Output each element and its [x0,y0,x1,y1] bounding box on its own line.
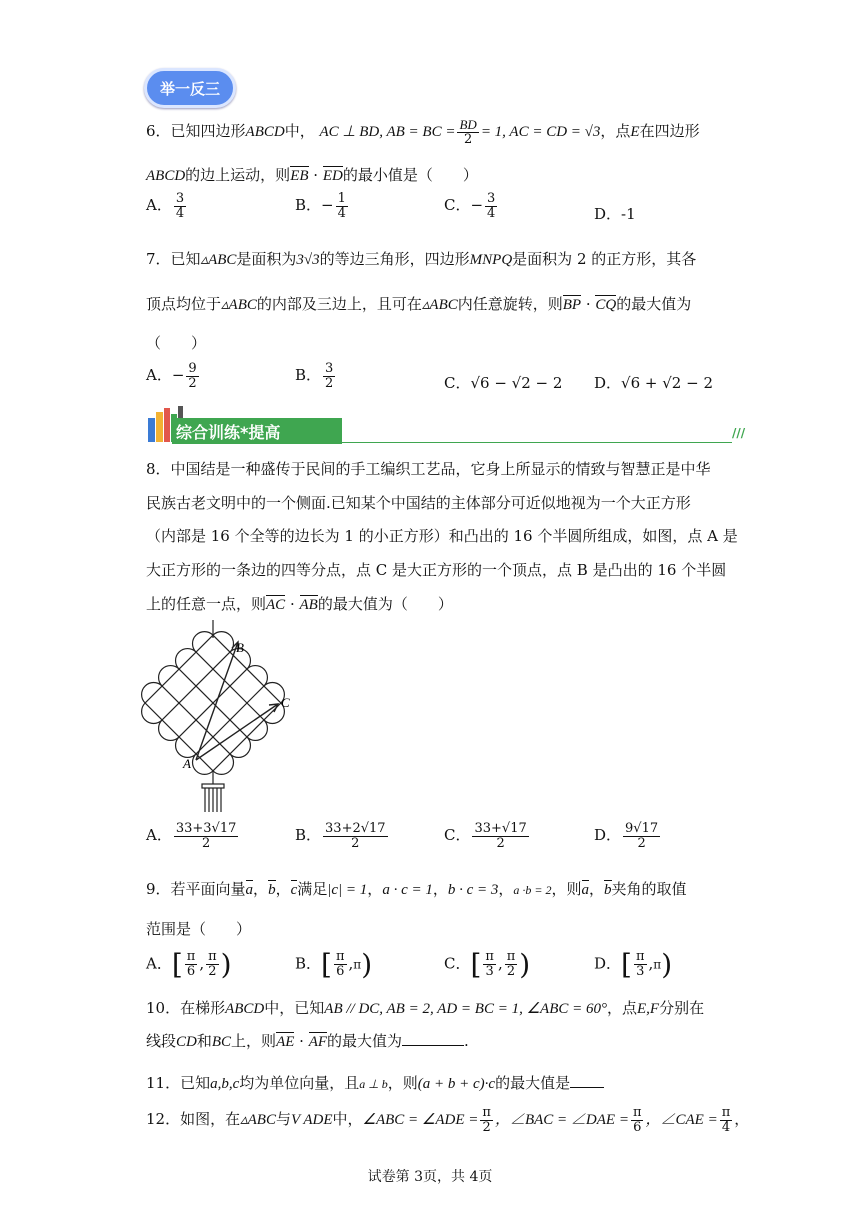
q8-line4: 大正方形的一条边的四等分点，点 C 是大正方形的一个顶点，点 B 是凸出的 16 个半圆 [146,561,727,579]
q6-cond: AC ⊥ BD, AB = BC = [319,124,456,141]
q10-text: 上，则 [231,1032,277,1050]
q11-text: 11．已知 [146,1074,211,1092]
option-label: A． [146,826,172,845]
pi: π [653,957,662,972]
q10-line1 [146,997,704,1018]
q6-text: 的最小值是（ ） [342,166,478,184]
frac-den: 6 [186,964,196,979]
q12-eq: ，∠CAE = [645,1112,718,1129]
frac-num: 3 [175,191,185,206]
frac-den: 2 [464,131,473,147]
q6-option-a[interactable] [146,192,188,220]
frac-num: 33+2√17 [325,821,386,836]
label-a: A [183,756,191,771]
q9-text: ，则 [551,880,582,898]
q8-option-a[interactable] [146,822,240,850]
frac-den: 2 [496,835,505,851]
option-label: A． [146,196,172,215]
q6-text: ，点 [600,122,631,141]
q8-option-c[interactable] [444,822,531,850]
q9-cond: |c| = 1 [327,882,368,898]
vector-b: b [604,882,612,898]
section-slashes: /// [732,426,746,440]
q6-option-c[interactable] [444,192,499,220]
frac-den: 4 [721,1119,731,1135]
frac-num: π [506,949,516,965]
frac-num: 3 [487,191,496,206]
option-label: C． [444,954,471,973]
q8-line2: 民族古老文明中的一个侧面.已知某个中国结的主体部分可近似地视为一个大正方形 [146,494,691,512]
vector-c: c [290,882,298,898]
q7-option-b[interactable] [295,362,337,390]
q7-option-a[interactable] [146,362,201,390]
q9-line1: 9．若平面向量a，b，c满足|c| = 1，a · c = 1，b · c = 3，a ·b = 2，则a，b夹角的取值 [146,880,687,898]
option-label: D． [594,826,622,845]
frac-den: 4 [487,205,496,221]
bracket: ) [661,948,673,981]
bracket: ) [519,948,531,981]
frac [186,362,198,390]
q12-eq: ，∠BAC = ∠DAE = [494,1112,629,1129]
q12-text: 与 [275,1110,291,1129]
label-b: B [236,640,244,655]
q6-text: 中， [284,122,315,141]
q6-option-d[interactable]: D．-1 [594,205,636,223]
q12-eq: ∠ABC = ∠ADE = [362,1112,479,1129]
frac-den: 6 [336,964,345,979]
q9-option-b[interactable]: B．[ $\frac{\pi}{6}$ ,π) [295,948,373,981]
q10-text: ，点 [607,999,638,1017]
q9-cond: a · c = 1 [382,882,433,898]
frac [483,950,496,978]
frac [480,1106,493,1134]
q8-line1: 8．中国结是一种盛传于民间的手工编织工艺品，它身上所显示的情致与智慧正是中华 [146,460,711,478]
q6-line2: ABCD的边上运动，则EB · ED的最小值是（ ） [146,166,478,184]
q9-cond: a ·b = 2 [513,883,552,897]
bracket: [ [470,948,482,981]
q6-option-b[interactable] [295,192,350,220]
bracket: [ [171,948,183,981]
frac-num: 1 [337,191,346,206]
answer-blank[interactable] [570,1087,604,1088]
vector-bp: BP [562,297,582,313]
vector-eb: EB [290,168,309,184]
frac [174,192,186,220]
q10-text: 分别在 [659,999,705,1017]
q9-text: 满足 [297,880,328,898]
q10-line2: 线段CD和BC上，则AE · AF的最大值为 . [146,1032,469,1050]
q11-expr: (a + b + c)·c [417,1076,496,1092]
q10-text: 中，已知 [264,999,325,1017]
frac-den: 6 [633,1119,642,1135]
q7-option-c[interactable]: C．√6 − √2 − 2 [444,374,563,392]
frac-num: π [482,1105,491,1120]
q9-option-c[interactable]: C．[ $\frac{\pi}{3}$ , $\frac{\pi}{2}$ ) [444,948,531,981]
q7-mnpq: MNPQ [469,252,513,268]
frac-den: 2 [351,835,360,851]
frac-num: π [632,1105,642,1120]
q7-line2: 顶点均位于▵ABC的内部及三边上，且可在▵ABC内任意旋转，则BP · CQ的最大值为 [146,295,692,313]
frac-den: 2 [482,1119,491,1135]
frac [185,950,198,978]
q9-text: 9．若平面向量 [146,880,246,898]
label-c: C [281,695,290,710]
frac-den: 4 [337,205,346,221]
frac [334,950,347,978]
q7-line3: （ ） [146,334,207,352]
frac-num: π [485,949,494,965]
q6-point-e: E [630,124,640,141]
q7-text: 是面积为 2 的正方形，其各 [512,250,697,268]
frac-num: 33+√17 [474,821,527,836]
q7-text: 7．已知 [146,250,201,268]
frac-den: 3 [485,964,494,979]
q10-ef: E,F [637,1001,660,1017]
q10-bc: BC [211,1034,232,1050]
frac-num: BD [459,117,477,132]
frac-den: 3 [636,964,645,979]
question-11 [146,1072,604,1093]
q10-cond: AB // DC, AB = 2, AD = BC = 1, ∠ABC = 60° [324,1001,607,1017]
frac-num: π [186,949,196,965]
q6-fraction [457,118,478,146]
frac [323,362,335,390]
q11-text: ，则 [387,1074,418,1092]
q7-text: 的内部及三边上，且可在 [256,295,422,313]
question-12 [146,1106,749,1134]
q10-text: 和 [196,1032,212,1050]
frac-den: 2 [506,964,516,979]
frac-den: 2 [208,964,217,979]
q7-text: 的最大值为 [616,295,692,313]
frac-den: 4 [175,205,185,221]
q10-text: 线段 [146,1032,177,1050]
vector-af: AF [308,1034,328,1050]
section-title: 综合训练*提高 [176,423,281,442]
frac [485,192,497,220]
frac-num: π [208,949,217,965]
q9-option-d[interactable]: D．[ $\frac{\pi}{3}$ ,π) [594,948,673,981]
frac-den: 2 [325,375,334,391]
q7-option-d[interactable]: D．√6 + √2 − 2 [594,374,713,392]
q8-line5: 上的任意一点，则AC · AB的最大值为（ ） [146,595,453,613]
q11-vectors: a,b,c [210,1076,240,1092]
frac [174,822,239,850]
frac [631,1106,644,1134]
q6-abcd: ABCD [245,124,285,141]
vector-ae: AE [276,1034,295,1050]
q6-cond: = 1, AC = CD = √3 [480,124,601,141]
vector-ed: ED [322,168,343,184]
vector-b: b [268,882,276,898]
frac [206,950,219,978]
frac-den: 2 [637,835,646,851]
q6-line1 [146,118,700,146]
q7-triangle: ▵ABC [421,297,458,313]
q9-line2: 范围是（ ） [146,920,252,938]
answer-blank[interactable] [402,1045,464,1046]
q10-cd: CD [176,1034,197,1050]
bracket: [ [321,948,332,981]
q7-text: 是面积为 [236,250,297,268]
option-label: A．− [146,366,185,385]
frac-num: 9 [188,361,197,376]
pi: π [353,957,362,972]
frac-num: π [635,949,645,965]
option-label: D． [594,954,622,973]
frac-den: 2 [201,835,211,851]
q12-triangle: V ADE [290,1112,333,1129]
q10-text: 10．在梯形 [146,999,226,1017]
q9-cond: b · c = 3 [447,882,499,898]
q7-text: 顶点均位于 [146,295,222,313]
q7-line1 [146,248,696,269]
frac [505,950,518,978]
section-header [146,404,746,444]
option-label: B． [295,954,322,973]
q9-text: 夹角的取值 [611,880,687,898]
q7-triangle: ▵ABC [200,252,237,268]
option-label: A． [146,954,172,973]
q12-text: 中， [332,1110,363,1129]
frac-num: 3 [325,361,334,376]
q11-text: 均为单位向量，且 [239,1074,360,1092]
option-label: B． [295,826,322,845]
vector-ac: AC [266,597,286,613]
vector-ab-arrow [196,642,238,760]
q6-text: 6．已知四边形 [146,122,246,141]
frac [323,822,388,850]
q6-abcd: ABCD [146,168,186,184]
q7-text: 内任意旋转，则 [457,295,563,313]
option-label: C．− [444,196,484,215]
q6-text: 的边上运动，则 [185,166,291,184]
q12-triangle: ▵ABC [240,1112,276,1129]
q11-perp: a ⊥ b [359,1077,388,1091]
frac [336,192,348,220]
q7-triangle: ▵ABC [221,297,257,313]
option-label: B．− [295,196,334,215]
chinese-knot-figure [140,618,310,814]
option-label: C． [444,826,471,845]
q10-text: 的最大值为 [327,1032,403,1050]
frac-num: π [721,1105,731,1120]
option-label: B． [295,366,322,385]
q8-option-d[interactable] [594,822,662,850]
frac [472,822,528,850]
frac-num: π [335,949,345,965]
frac [623,822,660,850]
q12-text: 12．如图，在 [146,1110,241,1129]
bracket: ) [361,948,373,981]
q10-abcd: ABCD [225,1001,265,1017]
frac-num: 33+3√17 [175,821,237,836]
bracket: ) [220,948,232,981]
frac-den: 2 [188,375,197,391]
example-badge: 举一反三 [144,68,236,108]
frac [720,1106,733,1134]
q8-text: 上的任意一点，则 [146,595,267,613]
q10-text: . [464,1032,469,1050]
q8-text: 的最大值为（ ） [317,595,453,613]
q9-option-a[interactable]: A．[ $\frac{\pi}{6}$ , $\frac{\pi}{2}$ ) [146,948,232,981]
vector-a: a [245,882,254,898]
frac-num: 9√17 [625,821,659,836]
page-footer: 试卷第 3页，共 4页 [367,1169,493,1185]
vector-cq: CQ [595,297,617,313]
q12-text: ， [734,1110,750,1129]
q8-line3: （内部是 16 个全等的边长为 1 的小正方形）和凸出的 16 个半圆所组成，如图，点 A 是 [146,527,738,545]
q7-text: 的等边三角形，四边形 [319,250,470,268]
vector-ab: AB [299,597,318,613]
q6-text: 在四边形 [639,122,700,141]
frac [634,950,647,978]
q11-text: 的最大值是 [495,1074,571,1092]
bracket: [ [621,948,632,981]
q8-option-b[interactable] [295,822,390,850]
vector-a: a [581,882,590,898]
q7-area: 3√3 [296,252,320,268]
section-rule [342,442,732,443]
